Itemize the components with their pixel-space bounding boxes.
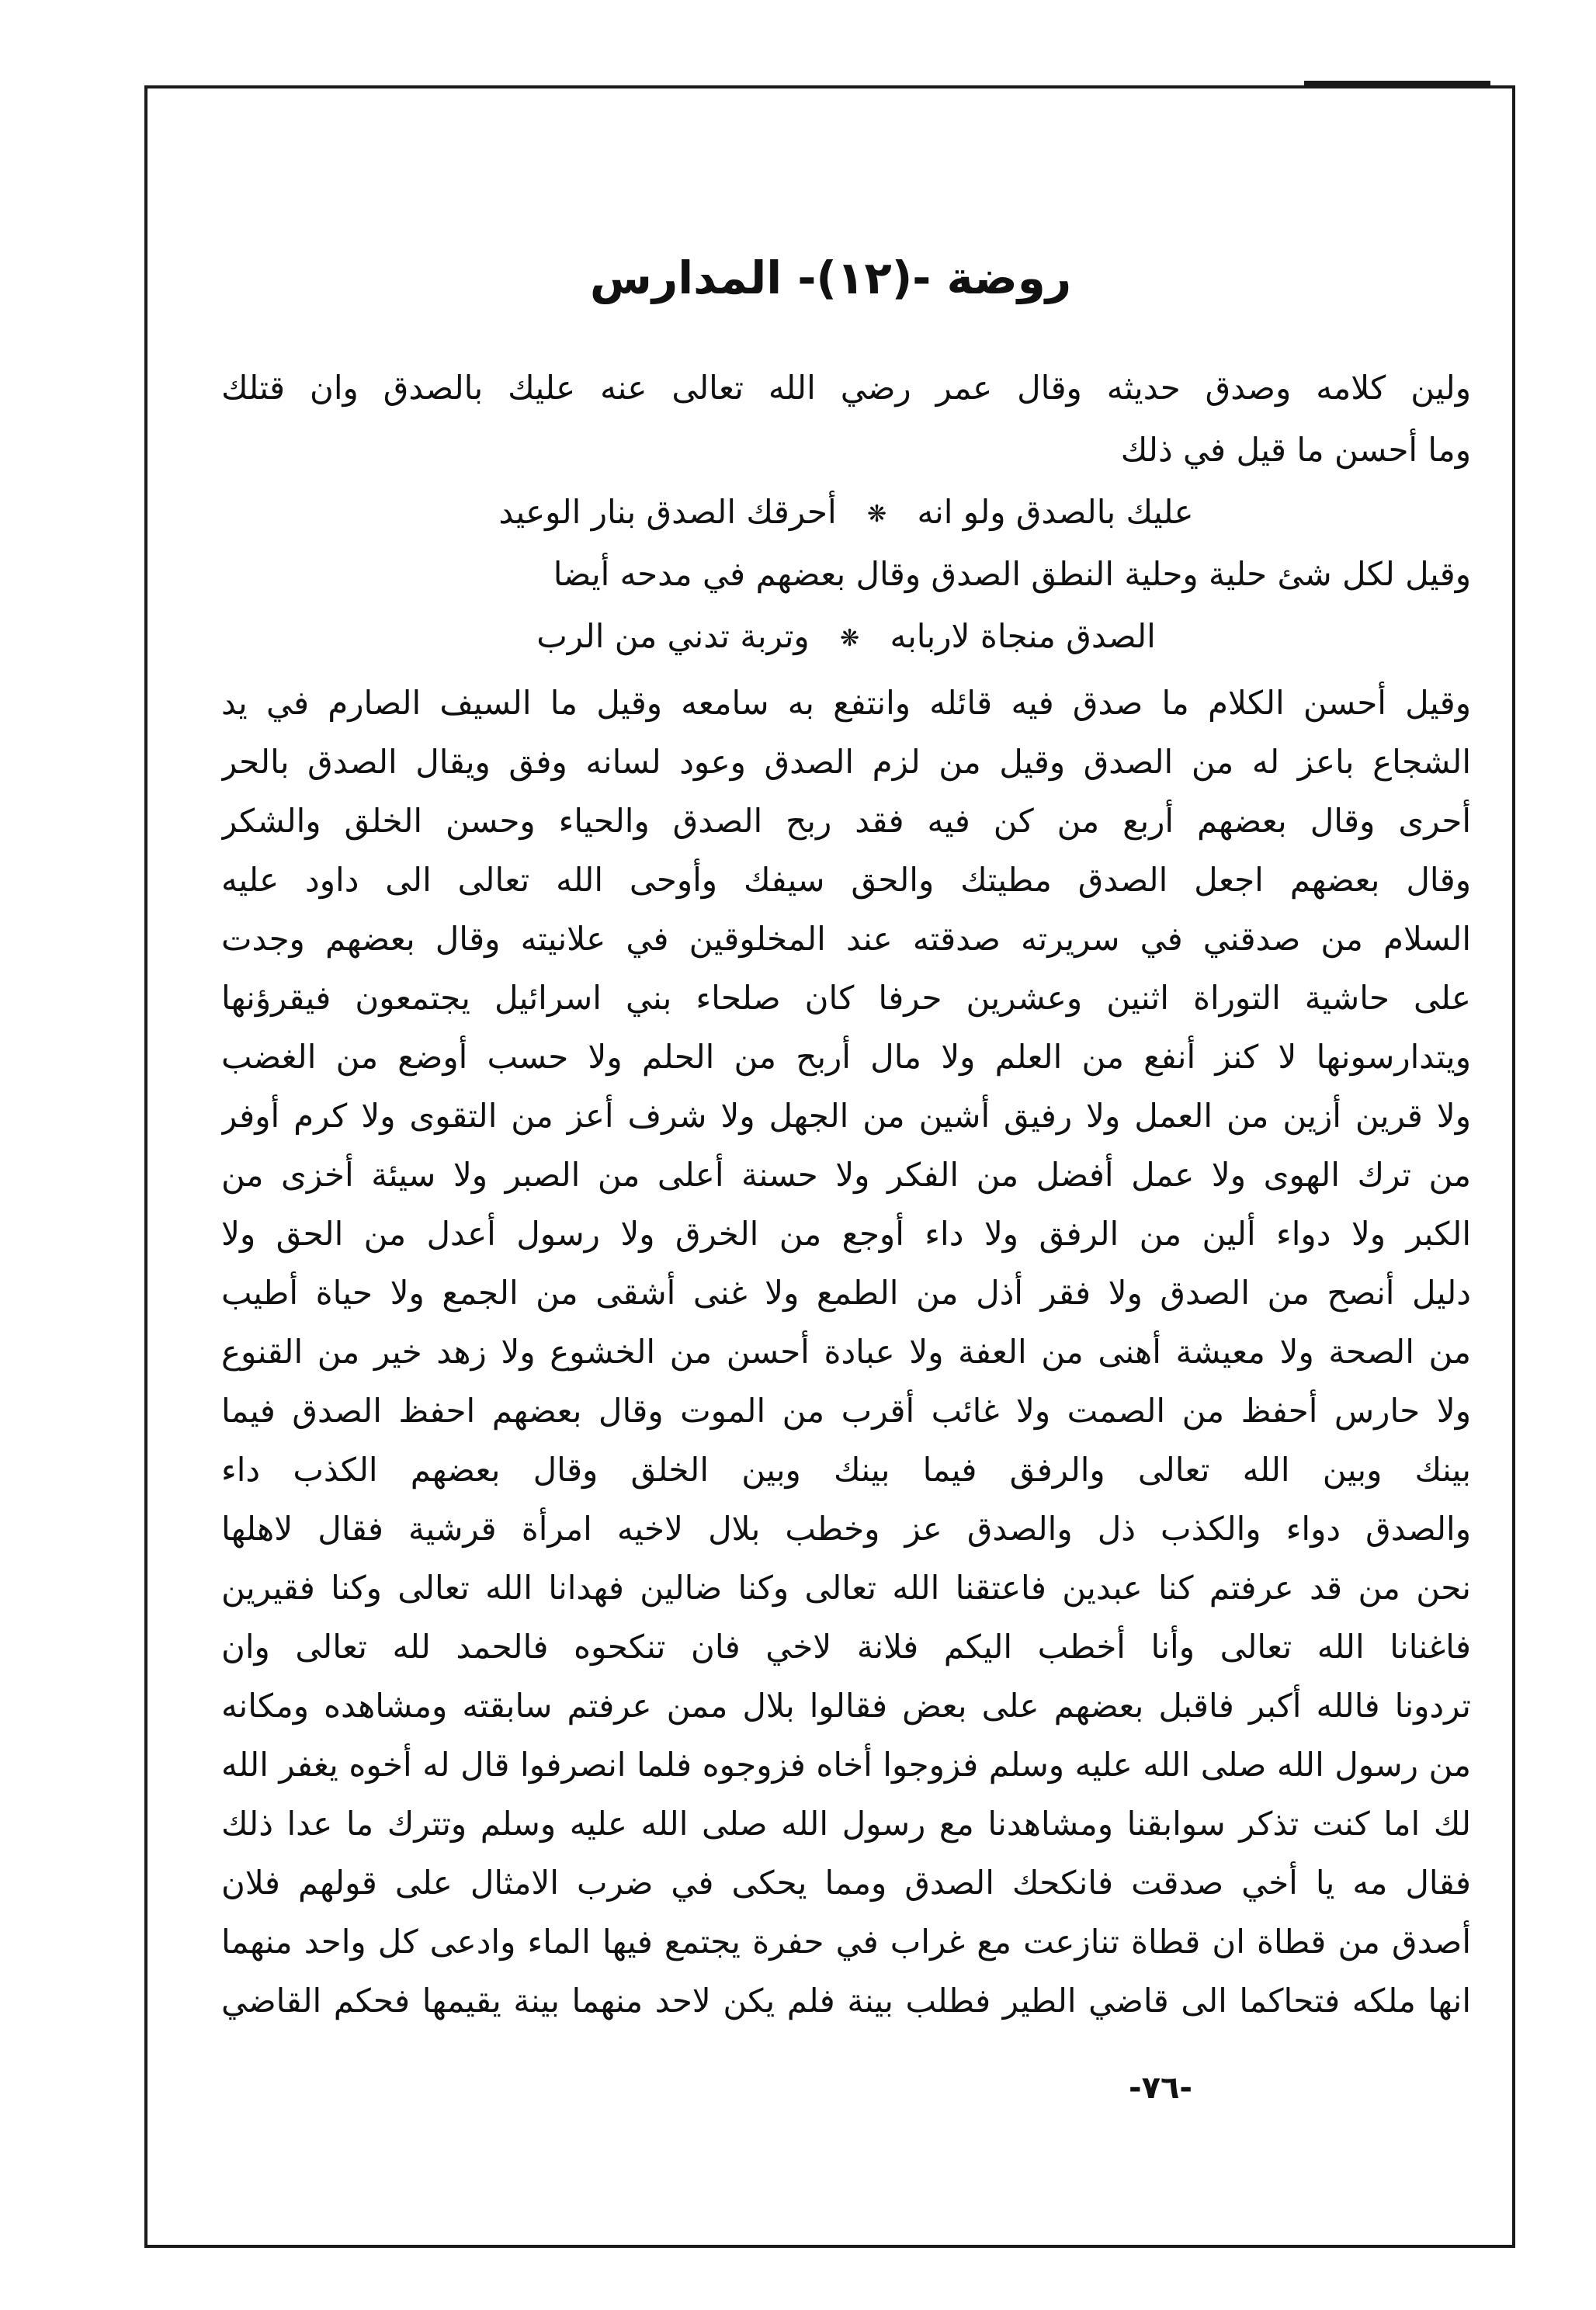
text-line-after-verse-1: وقيل لكل شئ حلية وحلية النطق الصدق وقال بعضهم في مدحه أيضا bbox=[553, 555, 1471, 593]
verse-2-first-hemistich: الصدق منجاة لاربابه bbox=[890, 617, 1156, 655]
body-line: انها ملكه فتحاكما الى قاضي الطير فطلب بينة فلم يكن لاحد منهما بينة يقيمها فحكم القاضي bbox=[221, 1982, 1471, 2020]
body-line: أحرى وقال بعضهم أربع من كن فيه فقد ربح الصدق والحياء وحسن الخلق والشكر bbox=[221, 802, 1471, 840]
border-mark bbox=[1304, 81, 1490, 85]
text-line-2: وما أحسن ما قيل في ذلك bbox=[1120, 431, 1471, 469]
body-line: أصدق من قطاة ان قطاة تنازعت مع غراب في حفرة يجتمع فيها الماء وادعى كل واحد منهما bbox=[221, 1923, 1471, 1961]
body-line: دليل أنصح من الصدق ولا فقر أذل من الطمع ولا غنى أشقى من الجمع ولا حياة أطيب bbox=[221, 1274, 1471, 1312]
body-line: من ترك الهوى ولا عمل أفضل من الفكر ولا حسنة أعلى من الصبر ولا سيئة أخزى من bbox=[221, 1156, 1471, 1194]
verse-2 bbox=[221, 613, 1471, 662]
body-line: من الصحة ولا معيشة أهنى من العفة ولا عبادة أحسن من الخشوع ولا زهد خير من القنوع bbox=[221, 1333, 1471, 1371]
body-line: فاغنانا الله تعالى وأنا أخطب اليكم فلانة لاخي فان تنكحوه فالحمد لله تعالى وان bbox=[221, 1628, 1471, 1666]
verse-1-second-hemistich: أحرقك الصدق بنار الوعيد bbox=[498, 493, 837, 531]
verse-2-second-hemistich: وتربة تدني من الرب bbox=[536, 617, 810, 655]
body-line: وقال بعضهم اجعل الصدق مطيتك والحق سيفك وأوحى الله تعالى الى داود عليه bbox=[221, 861, 1471, 899]
body-line: فقال مه يا أخي صدقت فانكحك الصدق ومما يحكى في ضرب الامثال على قولهم فلان bbox=[221, 1864, 1471, 1902]
verse-1-first-hemistich: عليك بالصدق ولو انه bbox=[917, 493, 1194, 531]
page-header-title: روضة -(١٢)- المدارس bbox=[589, 251, 1072, 304]
verse-separator-icon: ❋ bbox=[867, 500, 887, 528]
body-line: والصدق دواء والكذب ذل والصدق عز وخطب بلال لاخيه امرأة قرشية فقال لاهلها bbox=[221, 1510, 1471, 1548]
body-line: بينك وبين الله تعالى والرفق فيما بينك وبين الخلق وقال بعضهم الكذب داء bbox=[221, 1451, 1471, 1489]
body-line: الكبر ولا دواء ألين من الرفق ولا داء أوجع من الخرق ولا رسول أعدل من الحق ولا bbox=[221, 1215, 1471, 1253]
body-line: من رسول الله صلى الله عليه وسلم فزوجوا أخاه فزوجوه فلما انصرفوا قال له أخوه يغفر الله bbox=[221, 1746, 1471, 1784]
body-line: الشجاع باعز له من الصدق وقيل من لزم الصدق وعود لسانه وفق ويقال الصدق بالحر bbox=[221, 743, 1471, 781]
page-number: -٧٦- bbox=[1128, 2070, 1193, 2106]
body-line: تردونا فالله أكبر فاقبل بعضهم على بعض فقالوا بلال ممن عرفتم سابقته ومشاهده ومكانه bbox=[221, 1687, 1471, 1725]
body-line: على حاشية التوراة اثنين وعشرين حرفا كان صلحاء بني اسرائيل يجتمعون فيقرؤنها bbox=[221, 979, 1471, 1017]
body-line: وقيل أحسن الكلام ما صدق فيه قائله وانتفع به سامعه وقيل ما السيف الصارم في يد bbox=[221, 684, 1471, 722]
body-line: ولا حارس أحفظ من الصمت ولا غائب أقرب من الموت وقال بعضهم احفظ الصدق فيما bbox=[221, 1392, 1471, 1430]
body-line: نحن من قد عرفتم كنا عبدين فاعتقنا الله تعالى وكنا ضالين فهدانا الله تعالى وكنا فقيرين bbox=[221, 1569, 1471, 1607]
body-line: السلام من صدقني في سريرته صدقته عند المخلوقين في علانيته وقال بعضهم وجدت bbox=[221, 920, 1471, 958]
verse-separator-icon: ❋ bbox=[840, 624, 860, 652]
body-line: ولا قرين أزين من العمل ولا رفيق أشين من الجهل ولا شرف أعز من التقوى ولا كرم أوفر bbox=[221, 1097, 1471, 1135]
text-line-1: ولين كلامه وصدق حديثه وقال عمر رضي الله تعالى عنه عليك بالصدق وان قتلك bbox=[221, 369, 1471, 407]
body-line: ويتدارسونها لا كنز أنفع من العلم ولا مال أربح من الحلم ولا حسب أوضع من الغضب bbox=[221, 1038, 1471, 1076]
verse-1 bbox=[221, 489, 1471, 538]
body-line: لك اما كنت تذكر سوابقنا ومشاهدنا مع رسول الله صلى الله عليه وسلم وتترك ما عدا ذلك bbox=[221, 1805, 1471, 1843]
